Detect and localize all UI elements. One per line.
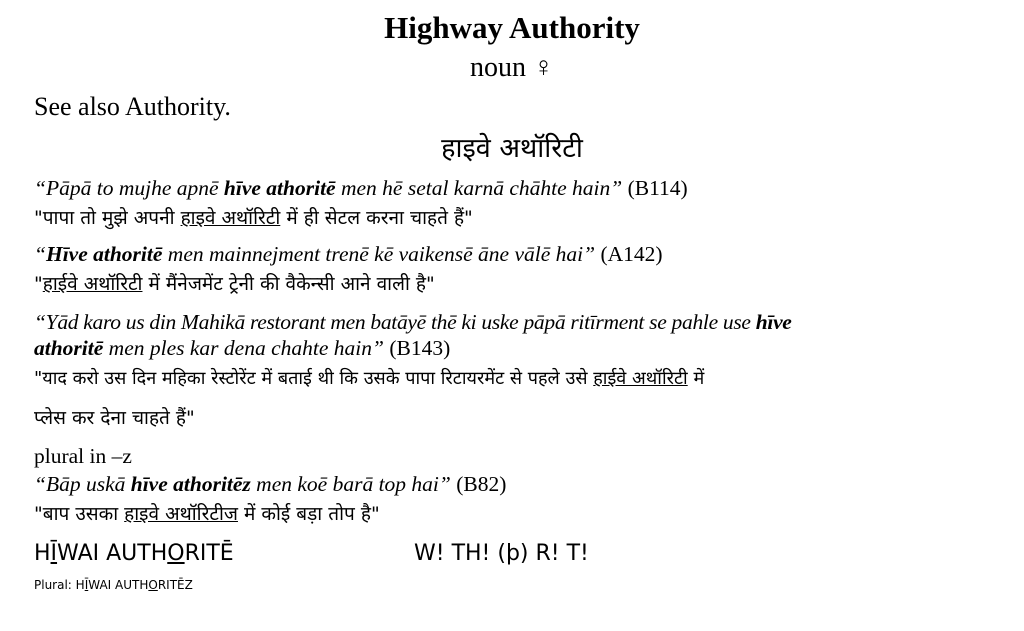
part-of-speech: noun ♀: [470, 52, 554, 83]
pron-part-a: H: [34, 541, 51, 566]
example-3-dev-line1-underlined: हाईवे अथॉरिटी: [593, 368, 688, 389]
example-1-dev-underlined: हाइवे अथॉरिटी: [180, 207, 281, 229]
example-3-translit-line2-bold: athoritē: [34, 336, 104, 360]
example-2-translit-post: men mainnejment trenē kē vaikensē āne vālē hai”: [162, 242, 596, 266]
example-2-translit-bold: Hīve athoritē: [45, 242, 163, 266]
example-1-ref: (B114): [622, 176, 688, 200]
example-1-translit-bold: hīve athoritē: [223, 176, 336, 200]
example-1-devanagari: [34, 204, 473, 230]
pron-part-b: Ī: [50, 541, 58, 566]
example-1-translit: [34, 176, 688, 201]
example-1-translit-pre: “Pāpā to mujhe apnē: [34, 176, 224, 200]
example-3-dev-line1-pre: "याद करो उस दिन महिका रेस्टोरेंट में बताई थी कि उसके पापा रिटायरमेंट से पहले उसे: [34, 368, 594, 389]
see-also: See also Authority.: [34, 92, 231, 121]
example-3-translit-line2: [34, 336, 450, 361]
example-2-dev-underlined: हाईवे अथॉरिटी: [42, 273, 143, 295]
plural-example-ref: (B82): [450, 472, 507, 496]
pronunciation-plural: [34, 578, 193, 592]
example-3-devanagari-line1: [34, 366, 704, 390]
pron-plural-d: O: [148, 578, 158, 592]
example-2-translit-pre: “: [34, 242, 46, 266]
devanagari-title: हाइवे अथॉरिटी: [441, 133, 583, 164]
plural-example-translit: [34, 472, 506, 497]
headword: Highway Authority: [384, 10, 640, 45]
example-3-translit-line1-bold: hīve: [755, 310, 792, 334]
plural-note: plural in –z: [34, 444, 132, 468]
plural-example-translit-bold: hīve athoritēz: [130, 472, 251, 496]
plural-example-dev-post: में कोई बड़ा तोप है": [237, 503, 380, 525]
plural-example-dev-pre: "बाप उसका: [34, 503, 125, 525]
pronunciation: [34, 541, 234, 566]
example-2-dev-pre: ": [34, 273, 43, 295]
example-2-devanagari: [34, 270, 435, 296]
stress-marks: W! TH! (þ) R! T!: [414, 541, 589, 566]
example-1-dev-pre: "पापा तो मुझे अपनी: [34, 207, 181, 229]
plural-example-dev-underlined: हाइवे अथॉरिटीज: [124, 503, 238, 525]
plural-example-translit-post: men koē barā top hai”: [250, 472, 451, 496]
pron-part-d: O: [167, 541, 185, 566]
example-1-translit-post: men hē setal karnā chāhte hain”: [335, 176, 623, 200]
plural-example-devanagari: [34, 500, 380, 526]
pron-plural-a: H: [75, 578, 85, 592]
example-3-translit-line1: “Yād karo us din Mahikā restorant men batāyē thē ki uske pāpā ritīrment se pahle use: [34, 310, 756, 334]
example-2-translit: [34, 242, 663, 267]
example-3-devanagari-line2: प्लेस कर देना चाहते हैं": [34, 407, 195, 429]
pron-plural-label: Plural:: [34, 578, 76, 592]
pron-plural-c: WAI AUTH: [88, 578, 149, 592]
pron-plural-e: RITĒZ: [157, 578, 193, 592]
example-2-ref: (A142): [595, 242, 663, 266]
example-3-translit-line1: [34, 310, 792, 335]
example-1-dev-post: में ही सेटल करना चाहते हैं": [280, 207, 473, 229]
example-3-translit-line2-post: men ples kar dena chahte hain”: [103, 336, 384, 360]
pron-plural-b: Ī: [84, 578, 89, 592]
example-3-ref: (B143): [383, 336, 451, 360]
plural-example-translit-pre: “Bāp uskā: [34, 472, 131, 496]
pron-part-c: WAI AUTH: [57, 541, 168, 566]
pron-part-e: RITĒ: [184, 541, 234, 566]
example-3-dev-line1-post: में: [687, 368, 705, 389]
example-2-dev-post: में मैंनेजमेंट ट्रेनी की वैकेन्सी आने वाली है": [142, 273, 435, 295]
